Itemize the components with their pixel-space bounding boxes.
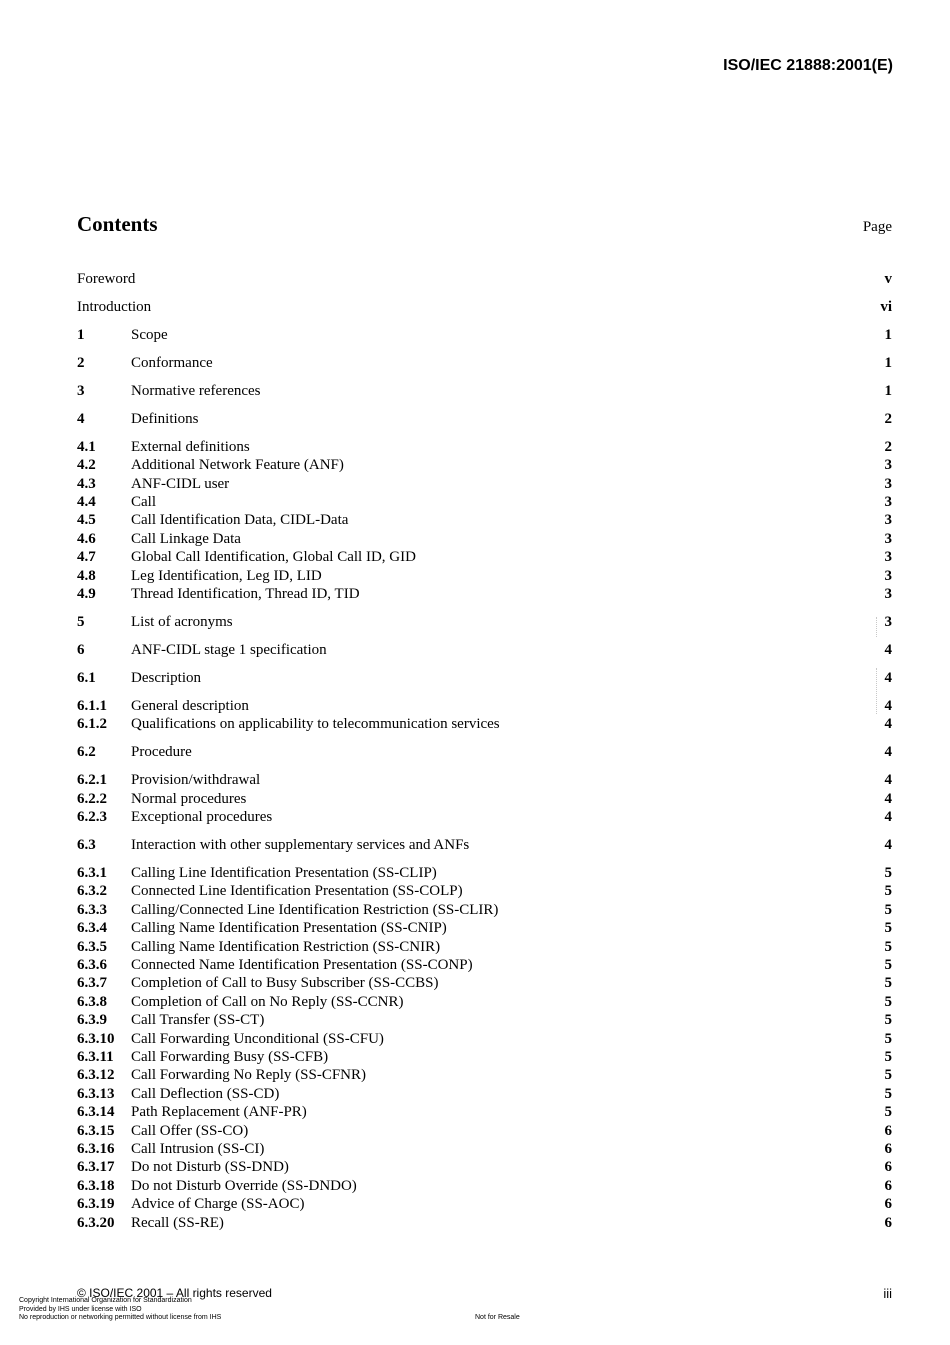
toc-entry-page: 6	[884, 1122, 892, 1139]
toc-entry[interactable]	[77, 993, 892, 1011]
toc-entry-page: 2	[884, 410, 892, 427]
toc-entry-title: Connected Name Identification Presentation (SS-CONP)	[131, 957, 473, 974]
license-line: No reproduction or networking permitted without license from IHS	[19, 1314, 222, 1321]
toc-entry-number: 6.3.17	[77, 1159, 115, 1176]
toc-entry-number: 6.3.1	[77, 865, 107, 882]
toc-entry-page: 4	[884, 837, 892, 854]
toc-entry-page: 1	[884, 354, 892, 371]
toc-entry-number: 1	[77, 326, 85, 343]
toc-entry-title: External definitions	[131, 438, 250, 455]
toc-entry-page: 4	[884, 669, 892, 686]
toc-entry[interactable]	[77, 864, 892, 882]
toc-entry-page: 2	[884, 438, 892, 455]
toc-entry[interactable]	[77, 567, 892, 585]
toc-entry-title: List of acronyms	[131, 614, 233, 631]
toc-entry-number: 6.2.3	[77, 809, 107, 826]
toc-entry-number: 4	[77, 410, 85, 427]
toc-entry-title: Call Linkage Data	[131, 530, 241, 547]
toc-entry[interactable]	[77, 715, 892, 733]
toc-entry-number: 6.3.5	[77, 938, 107, 955]
toc-entry-title: Path Replacement (ANF-PR)	[131, 1104, 307, 1121]
toc-entry-number: 6.3	[77, 837, 96, 854]
toc-entry-number: 6.3.6	[77, 957, 107, 974]
toc-entry-page: 6	[884, 1196, 892, 1213]
toc-entry[interactable]	[77, 974, 892, 992]
toc-entry-title: Calling/Connected Line Identification Restriction (SS-CLIR)	[131, 901, 499, 918]
scan-artifact	[876, 668, 878, 714]
toc-entry[interactable]	[77, 669, 892, 687]
toc-entry[interactable]	[77, 697, 892, 715]
toc-entry-title: Recall (SS-RE)	[131, 1214, 224, 1231]
toc-entry-title: Procedure	[131, 744, 192, 761]
toc-entry-number: 6.3.2	[77, 883, 107, 900]
toc-entry-number: 6.3.19	[77, 1196, 115, 1213]
toc-entry-title: Normative references	[131, 382, 261, 399]
toc-entry-number: 6.3.11	[77, 1048, 114, 1065]
toc-entry-page: 3	[884, 457, 892, 474]
toc-entry[interactable]	[77, 1011, 892, 1029]
toc-entry-number: 6.3.8	[77, 993, 107, 1010]
toc-entry-number: 6.3.18	[77, 1177, 115, 1194]
toc-entry[interactable]	[77, 438, 892, 456]
toc-entry-page: 3	[884, 549, 892, 566]
page-column-label: Page	[862, 219, 892, 235]
toc-entry[interactable]	[77, 511, 892, 529]
toc-entry-number: 4.9	[77, 586, 96, 603]
toc-entry[interactable]	[77, 919, 892, 937]
toc-entry-page: 5	[884, 1085, 892, 1102]
toc-entry-title: Do not Disturb (SS-DND)	[131, 1159, 289, 1176]
toc-entry[interactable]	[77, 1030, 892, 1048]
toc-entry[interactable]	[77, 298, 892, 316]
toc-entry[interactable]	[77, 382, 892, 400]
toc-entry-page: 5	[884, 1012, 892, 1029]
toc-entry-number: 6.3.16	[77, 1140, 115, 1157]
toc-entry-page: 3	[884, 530, 892, 547]
toc-entry-number: 3	[77, 382, 85, 399]
toc-entry-page: 5	[884, 920, 892, 937]
toc-entry-number: 6.3.10	[77, 1030, 115, 1047]
toc-entry-title: Completion of Call to Busy Subscriber (SS-CCBS)	[131, 975, 439, 992]
toc-entry-number: 6.2.1	[77, 772, 107, 789]
toc-entry-title: Definitions	[131, 410, 199, 427]
toc-entry[interactable]	[77, 1195, 892, 1213]
toc-entry-number: 6.3.3	[77, 901, 107, 918]
toc-entry-page: 3	[884, 512, 892, 529]
toc-entry-number: 6.1	[77, 669, 96, 686]
toc-entry-title: Scope	[131, 326, 168, 343]
toc-entry[interactable]	[77, 790, 892, 808]
toc-entry-number: 6.3.15	[77, 1122, 115, 1139]
toc-entry-page: 6	[884, 1140, 892, 1157]
toc-entry[interactable]	[77, 808, 892, 826]
toc-entry[interactable]	[77, 410, 892, 428]
toc-entry-page: 4	[884, 790, 892, 807]
toc-entry-page: 5	[884, 1067, 892, 1084]
toc-entry-page: 5	[884, 975, 892, 992]
standard-id: ISO/IEC 21888:2001(E)	[723, 57, 893, 74]
toc-entry-number: 6.2.2	[77, 790, 107, 807]
toc-entry-page: 3	[884, 586, 892, 603]
toc-entry-number: 4.4	[77, 494, 96, 511]
toc-entry-page: 5	[884, 883, 892, 900]
toc-entry-title: Completion of Call on No Reply (SS-CCNR)	[131, 993, 404, 1010]
toc-entry-title: Leg Identification, Leg ID, LID	[131, 567, 322, 584]
not-for-resale: Not for Resale	[475, 1314, 520, 1321]
toc-entry-page: 4	[884, 716, 892, 733]
toc-entry-page: 4	[884, 642, 892, 658]
toc-entry-page: vi	[880, 298, 892, 315]
toc-entry-number: 6.3.20	[77, 1214, 115, 1231]
toc-entry-number: 6.1.1	[77, 697, 107, 714]
toc-entry[interactable]	[77, 743, 892, 761]
toc-entry-title: Call Intrusion (SS-CI)	[131, 1140, 265, 1157]
toc-entry-number: 6.3.7	[77, 975, 107, 992]
toc-entry-title: Connected Line Identification Presentation (SS-COLP)	[131, 883, 463, 900]
toc-entry-page: 5	[884, 957, 892, 974]
toc-entry-page: 6	[884, 1214, 892, 1231]
toc-entry[interactable]	[77, 771, 892, 789]
toc-entry-title: Call Forwarding Busy (SS-CFB)	[131, 1048, 329, 1065]
toc-entry-title: Qualifications on applicability to telecommunication services	[131, 716, 500, 733]
toc-entry-page: 5	[884, 1030, 892, 1047]
toc-entry[interactable]	[77, 530, 892, 548]
toc-entry-number: 6	[77, 642, 85, 658]
page-number: iii	[883, 1286, 892, 1301]
toc-entry-title: ANF-CIDL stage 1 specification	[131, 642, 327, 658]
toc-entry-number: 4.5	[77, 512, 96, 529]
toc-entry-page: 6	[884, 1177, 892, 1194]
toc-entry[interactable]	[77, 901, 892, 919]
toc-entry[interactable]	[77, 938, 892, 956]
toc-entry-number: 4.3	[77, 475, 96, 492]
toc-entry-title: ANF-CIDL user	[131, 475, 230, 492]
toc-entry-title: Call Deflection (SS-CD)	[131, 1085, 280, 1102]
toc-entry-title: Provision/withdrawal	[131, 772, 261, 789]
toc-entry[interactable]	[77, 1122, 892, 1140]
toc-entry-page: 5	[884, 865, 892, 882]
toc-entry[interactable]	[77, 354, 892, 372]
toc-entry-title: Do not Disturb Override (SS-DNDO)	[131, 1177, 357, 1194]
toc-entry-page: 5	[884, 901, 892, 918]
copyright-notice: © ISO/IEC 2001 – All rights reserved	[77, 1286, 272, 1300]
toc-entry[interactable]	[77, 613, 892, 631]
toc-entry-number: 6.3.12	[77, 1067, 115, 1084]
toc-entry-page: 4	[884, 744, 892, 761]
toc-entry-page: 3	[884, 475, 892, 492]
license-line: Copyright International Organization for Standardization	[19, 1297, 192, 1304]
toc-entry-page: 5	[884, 1104, 892, 1121]
toc-entry[interactable]	[77, 1085, 892, 1103]
toc-entry-title: Calling Name Identification Restriction (SS-CNIR)	[131, 938, 441, 955]
toc-entry-number: 2	[77, 354, 85, 371]
toc-entry[interactable]	[77, 836, 892, 854]
toc-entry[interactable]	[77, 585, 892, 603]
toc-entry-page: 3	[884, 494, 892, 511]
toc-entry[interactable]	[77, 326, 892, 344]
toc-entry-number: 4.6	[77, 530, 96, 547]
toc-entry[interactable]	[77, 1103, 892, 1121]
toc-entry-page: 1	[884, 382, 892, 399]
toc-entry-page: 5	[884, 1048, 892, 1065]
toc-entry-title: Description	[131, 669, 201, 686]
toc-entry-title: Call Forwarding Unconditional (SS-CFU)	[131, 1030, 384, 1047]
toc-entry[interactable]	[77, 641, 892, 659]
toc-entry-title: Introduction	[77, 298, 152, 315]
toc-entry-number: 4.2	[77, 457, 96, 474]
toc-entry-number: 6.3.4	[77, 920, 107, 937]
license-line: Provided by IHS under license with ISO	[19, 1305, 142, 1313]
toc-entry-number: 6.3.14	[77, 1104, 115, 1121]
toc-entry[interactable]	[77, 1140, 892, 1158]
toc-entry-title: General description	[131, 697, 249, 714]
toc-entry-title: Additional Network Feature (ANF)	[131, 457, 344, 474]
toc-entry[interactable]	[77, 956, 892, 974]
toc-entry-title: Interaction with other supplementary services and ANFs	[131, 837, 470, 854]
toc-entry-page: 4	[884, 772, 892, 789]
toc-entry[interactable]	[77, 270, 892, 288]
toc-entry-number: 6.2	[77, 744, 96, 761]
toc-entry-title: Exceptional procedures	[131, 809, 273, 826]
toc-entry-page: 4	[884, 697, 892, 714]
toc-entry-title: Global Call Identification, Global Call ID, GID	[131, 549, 416, 566]
toc-entry-title: Advice of Charge (SS-AOC)	[131, 1196, 305, 1213]
toc-entry-number: 4.7	[77, 549, 96, 566]
toc-entry-page: 3	[884, 567, 892, 584]
table-of-contents	[77, 270, 892, 1232]
toc-entry-title: Foreword	[77, 271, 136, 287]
toc-entry-page: 5	[884, 938, 892, 955]
toc-entry[interactable]	[77, 1177, 892, 1195]
toc-entry-number: 5	[77, 614, 85, 631]
toc-entry-title: Calling Line Identification Presentation (SS-CLIP)	[131, 865, 437, 882]
toc-entry-number: 4.8	[77, 567, 96, 584]
license-notice	[19, 1297, 221, 1323]
toc-entry-page: 4	[884, 809, 892, 826]
toc-entry-number: 6.1.2	[77, 716, 107, 733]
toc-entry[interactable]	[77, 548, 892, 566]
toc-entry-title: Call Identification Data, CIDL-Data	[131, 512, 349, 529]
toc-entry-page: 3	[884, 614, 892, 631]
toc-entry-title: Call Offer (SS-CO)	[131, 1122, 249, 1139]
toc-entry[interactable]	[77, 882, 892, 900]
toc-entry-number: 6.3.13	[77, 1085, 115, 1102]
toc-entry[interactable]	[77, 1214, 892, 1232]
toc-entry-number: 6.3.9	[77, 1012, 107, 1029]
contents-title: Contents	[77, 212, 158, 236]
toc-entry-title: Call	[131, 494, 156, 511]
toc-entry-title: Conformance	[131, 354, 213, 371]
toc-entry[interactable]	[77, 456, 892, 474]
toc-entry-title: Thread Identification, Thread ID, TID	[131, 586, 360, 603]
toc-entry-page: 1	[884, 326, 892, 343]
toc-entry-title: Calling Name Identification Presentation (SS-CNIP)	[131, 920, 447, 937]
toc-entry-title: Normal procedures	[131, 790, 247, 807]
toc-entry[interactable]	[77, 1048, 892, 1066]
toc-entry[interactable]	[77, 493, 892, 511]
toc-entry-page: 5	[884, 993, 892, 1010]
scan-artifact	[876, 617, 878, 637]
toc-entry-title: Call Transfer (SS-CT)	[131, 1012, 265, 1029]
toc-entry[interactable]	[77, 1066, 892, 1084]
toc-entry-page: v	[884, 271, 892, 287]
toc-entry-page: 6	[884, 1159, 892, 1176]
toc-entry-title: Call Forwarding No Reply (SS-CFNR)	[131, 1067, 367, 1084]
toc-entry-number: 4.1	[77, 438, 96, 455]
toc-entry[interactable]	[77, 475, 892, 493]
toc-entry[interactable]	[77, 1158, 892, 1176]
